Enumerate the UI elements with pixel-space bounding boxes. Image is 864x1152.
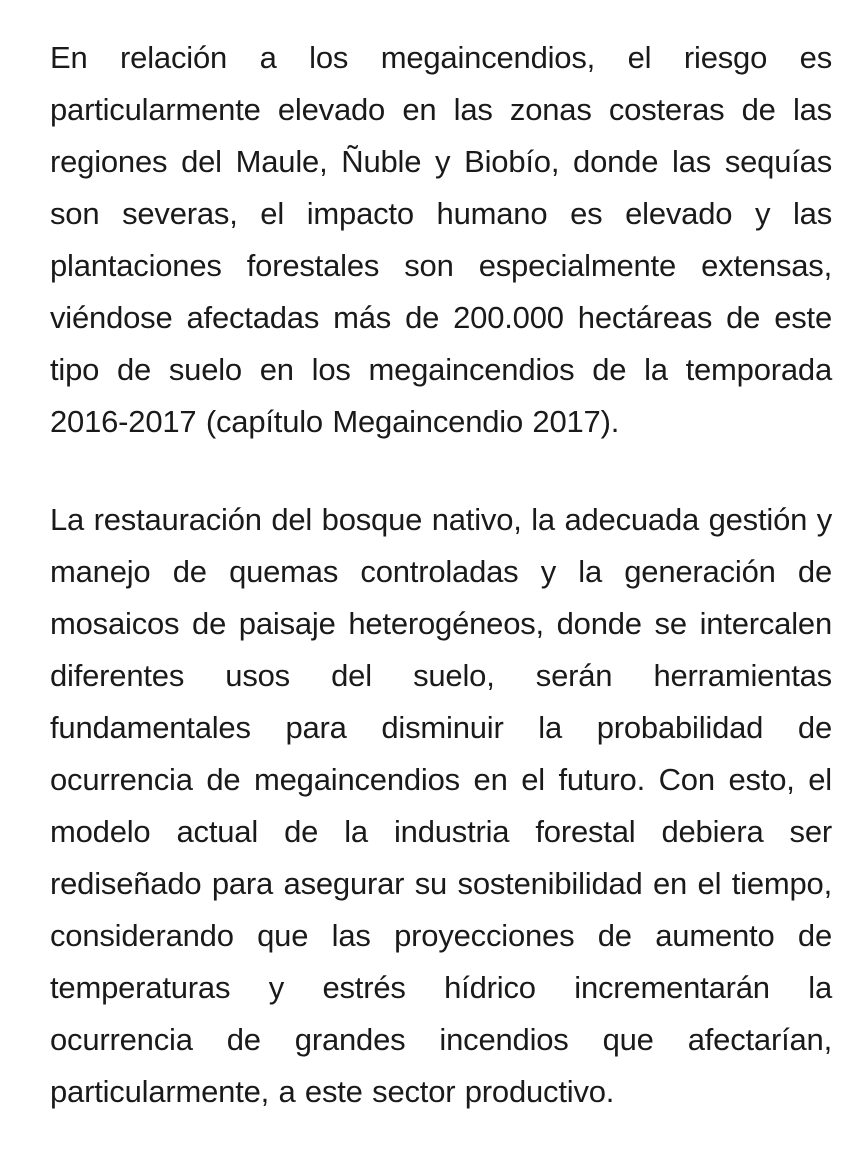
paragraph-megaincendios-riesgo: En relación a los megaincendios, el riesgo es particularmente elevado en las zonas costeras de las regiones del Maule, Ñuble y Biobío, donde las sequías son severas, el impacto humano es elevado y las plantaciones forestales son especialmente extensas, viéndose afectadas más de 200.000 hectáreas de este tipo de suelo en los megaincendios de la temporada 2016-2017 (capítulo Megaincendio 2017). (50, 40, 832, 439)
paragraph-restauracion-bosque: La restauración del bosque nativo, la adecuada gestión y manejo de quemas controladas y la generación de mosaicos de paisaje heterogéneos, donde se intercalen diferentes usos del suelo, serán herramientas fundamentales para disminuir la probabilidad de ocurrencia de megaincendios en el futuro. Con esto, el modelo actual de la industria forestal debiera ser rediseñado para asegurar su sostenibilidad en el tiempo, considerando que las proyecciones de aumento de temperaturas y estrés hídrico incrementarán la ocurrencia de grandes incendios que afectarían, particularmente, a este sector productivo. (50, 502, 832, 1109)
document-page (50, 32, 832, 1118)
